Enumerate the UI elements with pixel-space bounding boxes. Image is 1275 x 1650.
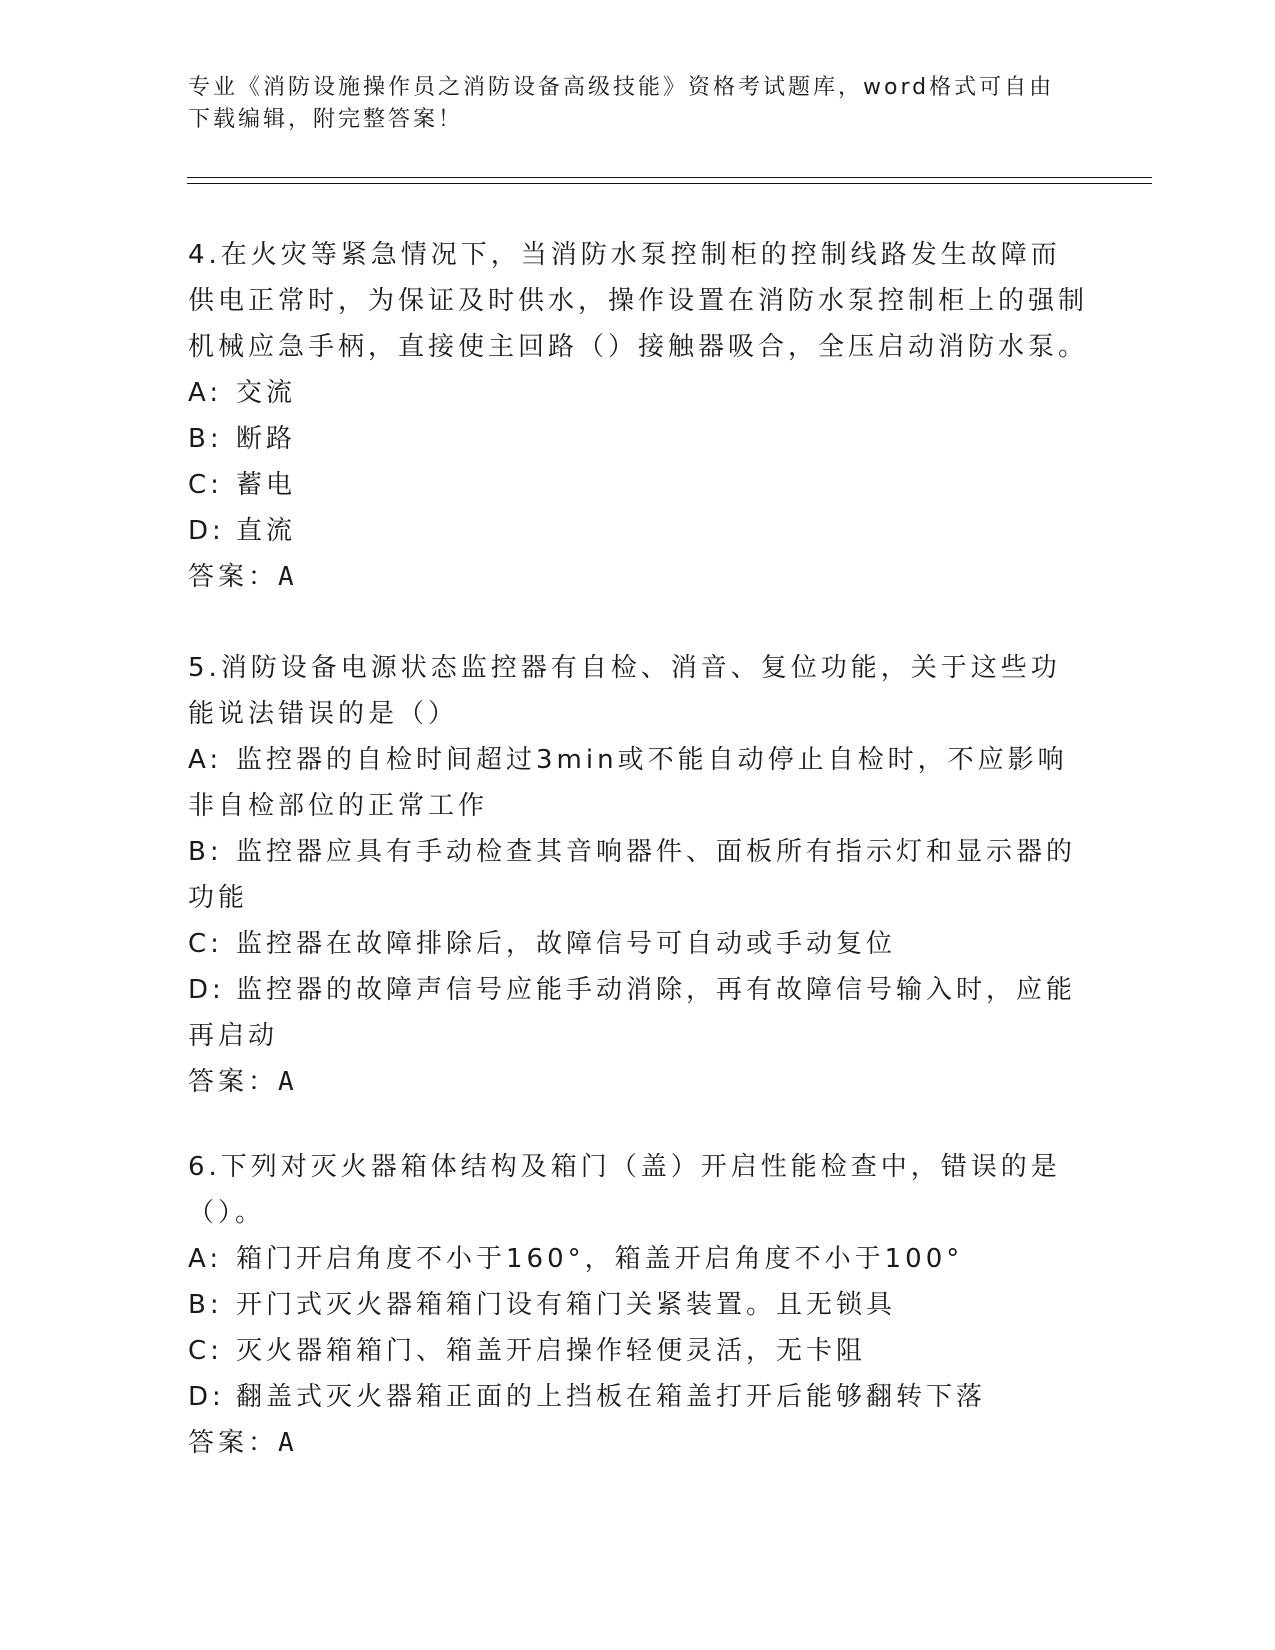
- option-label: A:: [188, 1244, 223, 1274]
- answer-value: A: [278, 1067, 298, 1097]
- question-6: [188, 1144, 1088, 1466]
- option-text: 监控器应具有手动检查其音响器件、面板所有指示灯和显示器的功能: [188, 837, 1077, 913]
- option-text: 监控器的故障声信号应能手动消除，再有故障信号输入时，应能再启动: [188, 975, 1077, 1051]
- option-label: A:: [188, 378, 223, 408]
- option-b: [188, 1282, 1088, 1328]
- option-text: 监控器在故障排除后，故障信号可自动或手动复位: [236, 929, 897, 959]
- answer-line: [188, 1420, 1088, 1466]
- question-4: [188, 232, 1088, 600]
- option-c: [188, 462, 1088, 508]
- option-label: D:: [188, 1382, 225, 1412]
- option-label: C:: [188, 470, 223, 500]
- question-stem: 6.下列对灭火器箱体结构及箱门（盖）开启性能检查中，错误的是（）。: [188, 1152, 1061, 1228]
- option-text: 翻盖式灭火器箱正面的上挡板在箱盖打开后能够翻转下落: [236, 1382, 987, 1412]
- option-text: 灭火器箱箱门、箱盖开启操作轻便灵活，无卡阻: [236, 1336, 867, 1366]
- answer-line: [188, 1059, 1088, 1105]
- answer-label: 答案：: [188, 1428, 279, 1458]
- option-text: 断路: [236, 424, 297, 454]
- option-a: [188, 1236, 1088, 1282]
- option-text: 箱门开启角度不小于160°，箱盖开启角度不小于100°: [236, 1244, 964, 1274]
- option-label: C:: [188, 1336, 223, 1366]
- option-a: [188, 737, 1088, 829]
- document-header: 专业《消防设施操作员之消防设备高级技能》资格考试题库，word格式可自由下载编辑，附完整答案！: [188, 75, 1055, 132]
- option-label: B:: [188, 1290, 223, 1320]
- answer-label: 答案：: [188, 1067, 279, 1097]
- option-d: [188, 967, 1088, 1059]
- header-divider-top: [187, 177, 1152, 178]
- option-label: B:: [188, 837, 223, 867]
- question-stem: 4.在火灾等紧急情况下，当消防水泵控制柜的控制线路发生故障而供电正常时，为保证及时供水，操作设置在消防水泵控制柜上的强制机械应急手柄，直接使主回路（）接触器吸合，全压启动消防水泵。: [188, 240, 1089, 362]
- header-divider-bottom: [187, 183, 1152, 184]
- option-c: [188, 921, 1088, 967]
- option-label: D:: [188, 516, 225, 546]
- option-text: 交流: [236, 378, 297, 408]
- option-text: 监控器的自检时间超过3min或不能自动停止自检时，不应影响非自检部位的正常工作: [188, 745, 1068, 821]
- question-5: [188, 645, 1088, 1105]
- option-label: B:: [188, 424, 223, 454]
- option-label: D:: [188, 975, 225, 1005]
- option-b: [188, 416, 1088, 462]
- option-text: 蓄电: [236, 470, 297, 500]
- option-text: 直流: [236, 516, 297, 546]
- option-label: C:: [188, 929, 223, 959]
- option-text: 开门式灭火器箱箱门设有箱门关紧装置。且无锁具: [236, 1290, 897, 1320]
- answer-label: 答案：: [188, 562, 279, 592]
- option-b: [188, 829, 1088, 921]
- option-c: [188, 1328, 1088, 1374]
- option-label: A:: [188, 745, 223, 775]
- answer-line: [188, 554, 1088, 600]
- option-d: [188, 508, 1088, 554]
- option-a: [188, 370, 1088, 416]
- answer-value: A: [278, 1428, 298, 1458]
- question-stem: 5.消防设备电源状态监控器有自检、消音、复位功能，关于这些功能说法错误的是（）: [188, 653, 1061, 729]
- option-d: [188, 1374, 1088, 1420]
- answer-value: A: [278, 562, 298, 592]
